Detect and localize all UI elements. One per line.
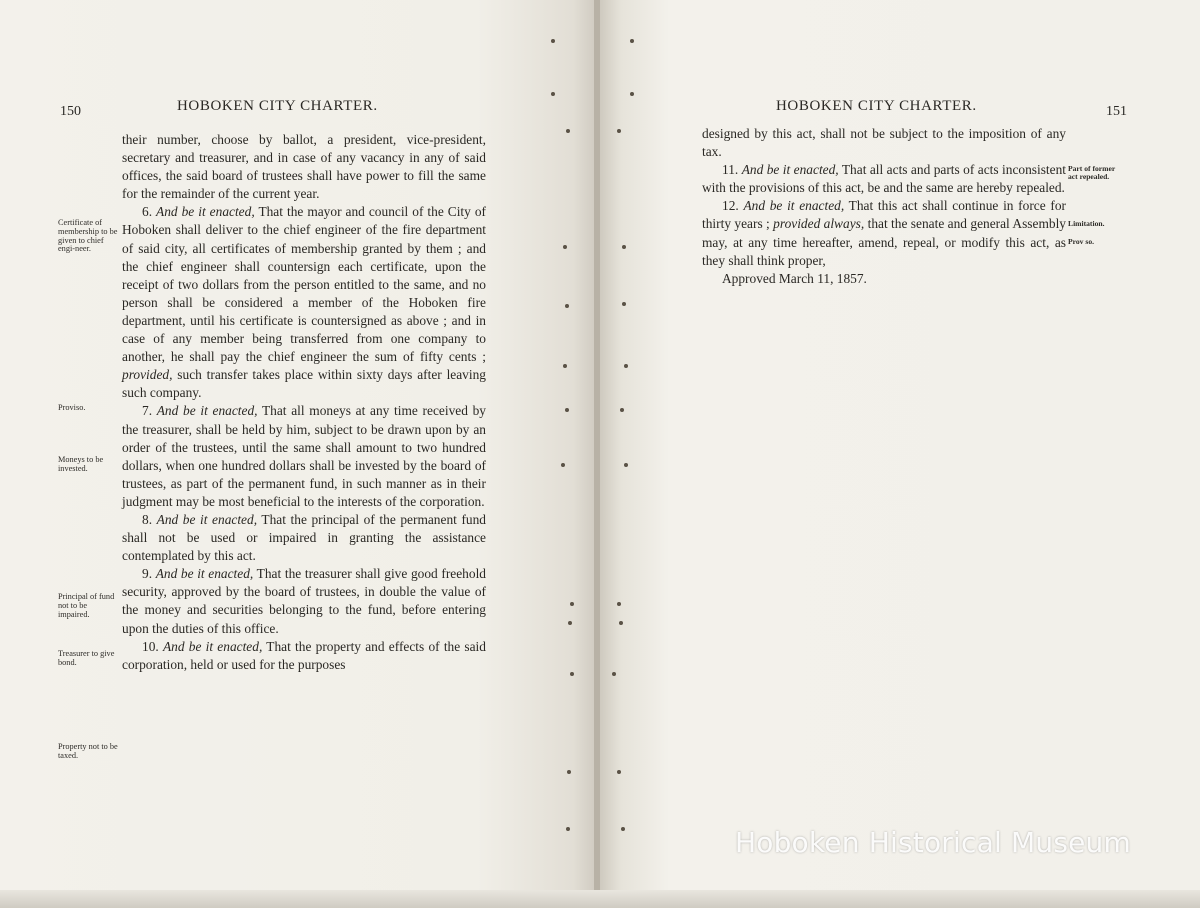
running-head-left: HOBOKEN CITY CHARTER. <box>177 98 378 114</box>
page-edge <box>0 890 1200 908</box>
book-gutter <box>594 0 600 900</box>
margin-note-moneys: Moneys to be invested. <box>58 455 104 473</box>
binding-hole <box>561 463 565 467</box>
page-number-right: 151 <box>1106 104 1127 119</box>
binding-hole <box>619 621 623 625</box>
binding-hole <box>551 92 555 96</box>
section-6: 6. And be it enacted, That the mayor and council of the City of Hoboken shall deliver to the chief engineer of the fire department of said city, all certificates of membership granted by them ; and the chief engineer shall countersign each certificate, upon the receipt of two dollars from the person entitled to the same, and no person shall be considered a member of the Hoboken fire department, until his certificate is countersigned as above ; and in case of any member being transferred from one company to another, he shall pay the chief engineer the sum of fifty cents ; provided, such transfer takes place within sixty days after leaving such company. <box>122 204 486 401</box>
section-11: 11. And be it enacted, That all acts and parts of acts inconsistent with the provisions of this act, be and the same are hereby repealed. <box>702 162 1067 196</box>
binding-hole <box>621 827 625 831</box>
section-8: 8. And be it enacted, That the principal of the permanent fund shall not be used or impaired in granting the assistance contemplated by this act. <box>122 511 486 564</box>
margin-note-limitation: Limitation. <box>1068 219 1105 228</box>
margin-note-treasurer: Treasurer to give bond. <box>58 649 115 667</box>
margin-note-certificate: Certificate of membership to be given to chief engi-neer. <box>58 218 118 254</box>
binding-hole <box>570 672 574 676</box>
section-9: 9. And be it enacted, That the treasurer shall give good freehold security, approved by the board of trustees, in double the value of the money and securities belonging to the fund, before entering upon the duties of this office. <box>122 566 486 636</box>
binding-hole <box>617 129 621 133</box>
binding-hole <box>617 602 621 606</box>
binding-hole <box>563 364 567 368</box>
margin-note-proviso: Proviso. <box>58 403 86 412</box>
approval-line: Approved March 11, 1857. <box>722 270 867 286</box>
margin-note-property: Property not to be taxed. <box>58 742 118 760</box>
section-12: 12. And be it enacted, That this act shall continue in force for thirty years ; provided always, that the senate and general Assembly may, at any time hereafter, amend, repeal, or modify this act, as they shall think proper, <box>702 198 1066 268</box>
binding-hole <box>630 92 634 96</box>
binding-hole <box>565 408 569 412</box>
binding-hole <box>566 827 570 831</box>
binding-hole <box>617 770 621 774</box>
binding-hole <box>551 39 555 43</box>
binding-hole <box>612 672 616 676</box>
binding-hole <box>568 621 572 625</box>
continuation-text: designed by this act, shall not be subject to the imposition of any tax. <box>702 126 1066 160</box>
section-7: 7. And be it enacted, That all moneys at any time received by the treasurer, shall be held by him, subject to be drawn upon by an order of the trustees, until the same shall amount to two hundred dollars, when one hundred dollars shall be invested by the board of trustees, as part of the permanent fund, in such manner as in their judgment may be most beneficial to the interests of the corporation. <box>122 403 486 509</box>
page-number-left: 150 <box>60 104 81 119</box>
binding-hole <box>624 364 628 368</box>
binding-hole <box>624 463 628 467</box>
binding-hole <box>563 245 567 249</box>
binding-hole <box>620 408 624 412</box>
margin-note-repealed: Part of former act repealed. <box>1068 164 1116 181</box>
museum-watermark: Hoboken Historical Museum <box>735 826 1131 859</box>
section-10: 10. And be it enacted, That the property and effects of the said corporation, held or used for the purposes <box>122 638 486 672</box>
margin-note-prov-so: Prov so. <box>1068 237 1095 246</box>
binding-hole <box>630 39 634 43</box>
binding-hole <box>622 302 626 306</box>
running-head-right: HOBOKEN CITY CHARTER. <box>776 98 977 114</box>
binding-hole <box>570 602 574 606</box>
binding-hole <box>565 304 569 308</box>
binding-hole <box>622 245 626 249</box>
binding-hole <box>566 129 570 133</box>
right-page-text <box>702 125 1066 288</box>
continuation-text: their number, choose by ballot, a president, vice-president, secretary and treasurer, and in case of any vacancy in any of said offices, the said board of trustees shall have power to fill the same for the remainder of the current year. <box>122 132 486 202</box>
binding-hole <box>567 770 571 774</box>
margin-note-principal: Principal of fund not to be impaired. <box>58 592 115 619</box>
left-page-text <box>122 131 486 674</box>
